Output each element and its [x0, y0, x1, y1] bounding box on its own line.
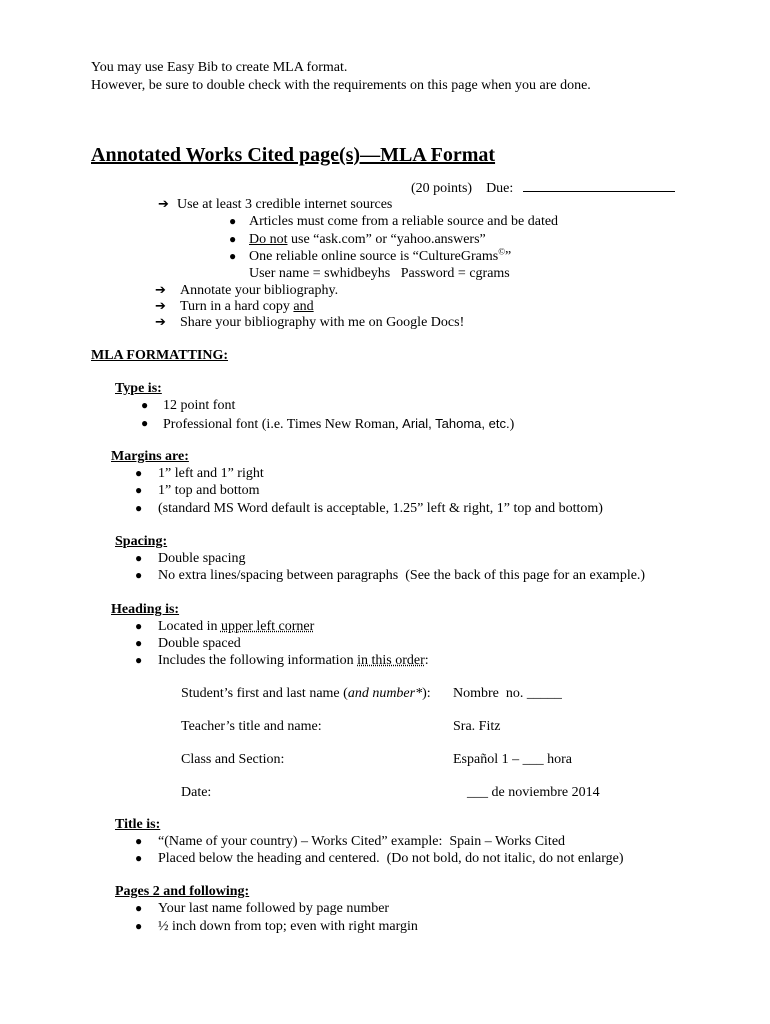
type-font-sans: Arial, Tahoma, etc. [402, 416, 510, 431]
heading-located-link: upper left corner [220, 619, 315, 634]
arrow-icon: ➔ [155, 283, 166, 298]
req-donot [249, 231, 486, 248]
heading-includes-suffix: : [424, 653, 429, 668]
bullet-icon: ● [135, 466, 143, 480]
bullet-icon: ● [229, 232, 237, 246]
heading-includes-link: in this order [357, 653, 425, 668]
req-turnin-and: and [293, 299, 314, 314]
req-credentials: User name = swhidbeyhs Password = cgrams [249, 266, 510, 281]
arrow-icon: ➔ [155, 315, 166, 330]
bullet-icon: ● [135, 483, 143, 497]
req-articles: Articles must come from a reliable source and be dated [249, 214, 559, 229]
req-donot-prefix: Do not [249, 232, 288, 247]
req-sources: Use at least 3 credible internet sources [177, 197, 393, 212]
bullet-icon: ● [229, 249, 237, 263]
due-label: Due: [486, 181, 514, 196]
intro-line-1: You may use Easy Bib to create MLA format. [91, 60, 348, 75]
points-value: (20 points) [411, 181, 473, 196]
margins-item: (standard MS Word default is acceptable, 1.25” left & right, 1” top and bottom) [158, 501, 603, 516]
bullet-icon: ● [135, 568, 143, 582]
title-item: Placed below the heading and centered. (Do not bold, do not italic, do not enlarge) [158, 851, 624, 866]
spacing-heading: Spacing: [115, 534, 168, 549]
bullet-icon: ● [135, 919, 143, 933]
heading-row-2-label: Teacher’s title and name: [181, 719, 322, 734]
points-label [411, 179, 675, 197]
heading-section-heading: Heading is: [111, 602, 180, 617]
margins-item: 1” left and 1” right [158, 466, 264, 481]
page-title: Annotated Works Cited page(s)—MLA Format [91, 144, 496, 166]
bullet-icon: ● [141, 416, 149, 430]
req-turnin-prefix: Turn in a hard copy [180, 299, 294, 314]
heading-row-1-label [181, 685, 431, 702]
req-online-suffix: ” [505, 249, 512, 264]
heading-double: Double spaced [158, 636, 241, 651]
heading-located-prefix: Located in [158, 619, 221, 634]
heading-row-1-value: Nombre no. _____ [453, 686, 562, 701]
bullet-icon: ● [135, 834, 143, 848]
row1-label-suffix: ): [422, 686, 431, 701]
heading-includes-prefix: Includes the following information [158, 653, 358, 668]
heading-row-4-value: ___ de noviembre 2014 [467, 785, 600, 800]
bullet-icon: ● [141, 398, 149, 412]
bullet-icon: ● [135, 501, 143, 515]
req-online [249, 248, 511, 265]
arrow-icon: ➔ [158, 197, 169, 212]
bullet-icon: ● [135, 636, 143, 650]
bullet-icon: ● [229, 214, 237, 228]
intro-line-2: However, be sure to double check with the requirements on this page when you are done. [91, 78, 591, 93]
margins-item: 1” top and bottom [158, 483, 260, 498]
type-font-prefix: Professional font (i.e. Times New Roman, [163, 417, 403, 432]
bullet-icon: ● [135, 653, 143, 667]
heading-includes [158, 652, 429, 669]
row1-label-italic: and number* [347, 686, 423, 701]
type-heading: Type is: [115, 381, 162, 396]
type-font-suffix: ) [509, 417, 515, 432]
arrow-icon: ➔ [155, 299, 166, 314]
pages-item: Your last name followed by page number [158, 901, 390, 916]
req-donot-rest: use “ask.com” or “yahoo.answers” [287, 232, 486, 247]
req-share: Share your bibliography with me on Google Docs! [180, 315, 465, 330]
type-item: 12 point font [163, 398, 236, 413]
req-online-prefix: One reliable online source is “CultureGrams [249, 249, 499, 264]
pages-section-heading: Pages 2 and following: [115, 884, 250, 899]
bullet-icon: ● [135, 619, 143, 633]
spacing-item: Double spacing [158, 551, 246, 566]
heading-located [158, 618, 314, 635]
bullet-icon: ● [135, 551, 143, 565]
spacing-item: No extra lines/spacing between paragraphs (See the back of this page for an example.) [158, 568, 646, 583]
title-section-heading: Title is: [115, 817, 161, 832]
heading-row-3-label: Class and Section: [181, 752, 285, 767]
margins-heading: Margins are: [111, 449, 189, 464]
req-turnin [180, 298, 314, 315]
pages-item: ½ inch down from top; even with right margin [158, 919, 418, 934]
type-font [163, 415, 514, 433]
bullet-icon: ● [135, 901, 143, 915]
heading-row-2-value: Sra. Fitz [453, 719, 501, 734]
bullet-icon: ● [135, 851, 143, 865]
due-blank [523, 179, 675, 192]
heading-row-3-value: Español 1 – ___ hora [453, 752, 572, 767]
title-item: “(Name of your country) – Works Cited” example: Spain – Works Cited [158, 834, 566, 849]
req-annotate: Annotate your bibliography. [180, 283, 339, 298]
copyright-mark: © [498, 246, 506, 257]
heading-row-4-label: Date: [181, 785, 212, 800]
mla-heading: MLA FORMATTING: [91, 348, 229, 363]
row1-label-prefix: Student’s first and last name ( [181, 686, 348, 701]
